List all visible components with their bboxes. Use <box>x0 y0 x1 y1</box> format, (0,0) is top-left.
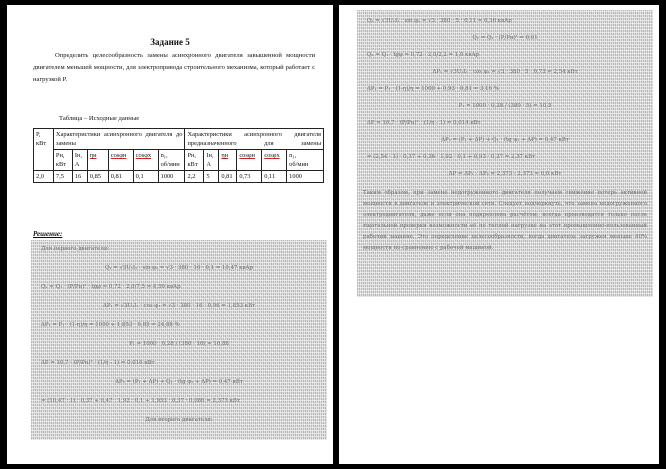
table-caption: Таблица – Исходные данные <box>59 115 140 122</box>
subheader-row <box>34 150 324 171</box>
subheader-cell: cosφн <box>108 150 133 171</box>
subheader-cell: ηн <box>219 150 237 171</box>
formula-line: ΔP₁ = P₁ · (1-η)/η = 1000 + 1,853 · 0,85 = 24,88 % <box>41 322 180 328</box>
formula-line: P₁ = 1000 · 0,28 / (380 · 5) = 10,5 <box>458 103 552 109</box>
table-cell: 1000 <box>158 171 185 183</box>
header-power: P, кВт <box>34 129 54 171</box>
formula-line: = (10,47 · 1) · 0,37 + 0,47 · 1,92 · 0,1 + 1,953 · 0,37 · 0,086 = 2,373 кВт <box>41 398 240 404</box>
formula-line: Для второго двигателя: <box>145 417 213 423</box>
formula-line: Для первого двигателя: <box>41 246 110 252</box>
formula-line: Q₁ = √3U₁I₁ · sin φ₁ = √3 · 380 · 5 · 0,11 = 0,36 квАр <box>367 18 512 24</box>
formula-line: ΔP₁ = P₁ · (1-η)/η = 1000 + 0,93 · 0,81 = 3,16 % <box>367 86 499 92</box>
document-page-right <box>339 5 659 464</box>
header-group-before: Характеристики асинхронного двигателя до замены <box>53 129 185 150</box>
scanned-calculation-right <box>357 10 653 297</box>
task-title: Задание 5 <box>150 37 190 47</box>
table-cell: 5 <box>204 171 219 183</box>
subheader-cell: ηн <box>87 150 108 171</box>
subheader-cell: Pн, кВт <box>185 150 204 171</box>
formula-line: Qₓ = Q₁ · (P/Pн)² = 0,61 <box>472 35 538 41</box>
task-text: Определить целесообразность замены асинхронного двигателя завышенной мощности двигателем меньшей мощности, для электропривода строительного механизма, который работает с нагрузкой P. <box>33 52 315 83</box>
formula-line: ΔP₁ = √3U₁I₁ · cos φ₁ = √3 · 380 · 5 · 0,73 = 2,54 кВт <box>432 69 578 75</box>
formula-line: ΔP₂ = (P₁ + ΔP) + Q₁ · (tg φ₁ + ΔP) = 0,47 кВт <box>441 137 569 143</box>
table-cell: 2,2 <box>185 171 204 183</box>
document-page-left <box>7 5 333 464</box>
table-cell: 0,85 <box>87 171 108 183</box>
table-row <box>34 171 324 183</box>
table-cell: 7,5 <box>53 171 72 183</box>
formula-line: ΔP = 10,7 · (P/Pн)² · (1/η - 1) = 0,014 кВт <box>367 120 481 126</box>
subheader-cell: n₁, об/мин <box>287 150 324 171</box>
subheader-cell: n₁, об/мин <box>158 150 185 171</box>
table-cell: 0,1 <box>133 171 158 183</box>
solution-label: Решение: <box>33 230 63 238</box>
scanned-calculation-left <box>31 240 327 440</box>
source-data-table <box>33 128 324 183</box>
subheader-cell: Iн, А <box>72 150 87 171</box>
subheader-cell: Iн, А <box>204 150 219 171</box>
formula-line: Qₓ = Q₁ · (P/Pн)² · tgφ = 0,72 · 2,0/7,5 = 4,50 квАр <box>41 284 181 290</box>
formula-line: P₁ = 1000 · 0,28 / (380 · 16) = 16,88 <box>129 341 229 347</box>
formula-line: Q₁ = √3U₁I₁ · sin φ₁ = √3 · 380 · 16 · 0,1 = 10,47 квАр <box>104 265 254 271</box>
header-group-after: Характеристики асинхронного двигателя предназначенного для замены <box>185 129 324 150</box>
table-cell: 0,73 <box>237 171 262 183</box>
table-cell: 0,81 <box>108 171 133 183</box>
formula-line: ΔP₁ = √3U₁I₁ · cos φ₁ = √3 · 380 · 16 · 0,96 = 1,853 кВт <box>102 303 256 309</box>
formula-line: Qₓ = Q₁ · tgφ = 0,72 · 2,0/2,2 = 1,0 квАр <box>367 52 479 58</box>
formula-line: ΔP = 10,7 · (P/Pн)² · (1/η - 1) = 0,016 кВт <box>41 360 155 366</box>
table-cell: 1000 <box>287 171 324 183</box>
subheader-cell: cosφх <box>133 150 158 171</box>
conclusion-paragraph: Таким образом, при замене недогруженного двигателя получаем снижение потерь активной мощности в двигателе и электрической сети. Следует подчеркнуть, что замена недогруженного электродвигателя, даже если она подкреплена расчётом, всегда производится только после тщательной проверки возможности её по теплой нагрузке на этот промышленно-пользованный рабочий машине. Это определение целесообразности, когда двигатель загружен меньше 40% мощности по сравнению с рабочей машиной. <box>363 190 647 251</box>
table-cell: 0,81 <box>219 171 237 183</box>
table-cell: 0,11 <box>262 171 287 183</box>
formula-line: = (2,54 · 1) · 0,37 + 0,36 · 1,92 · 0,1 + 0,93 · 0,37 = 2,37 кВт <box>367 154 536 160</box>
formula-line: ΔP₂ = (P₁ + ΔP) + Q₁ · (tg φ₁ + ΔP) = 0,47 кВт <box>115 379 243 385</box>
table-cell: 16 <box>72 171 87 183</box>
table-cell: 2,0 <box>34 171 54 183</box>
subheader-cell: cosφн <box>237 150 262 171</box>
subheader-cell: cosφх <box>262 150 287 171</box>
formula-line: ΔP = ΔP₁ - ΔP₂ = 2,373 - 2,373 = 0,0 кВт <box>448 171 562 177</box>
subheader-cell: Pн, кВт <box>53 150 72 171</box>
